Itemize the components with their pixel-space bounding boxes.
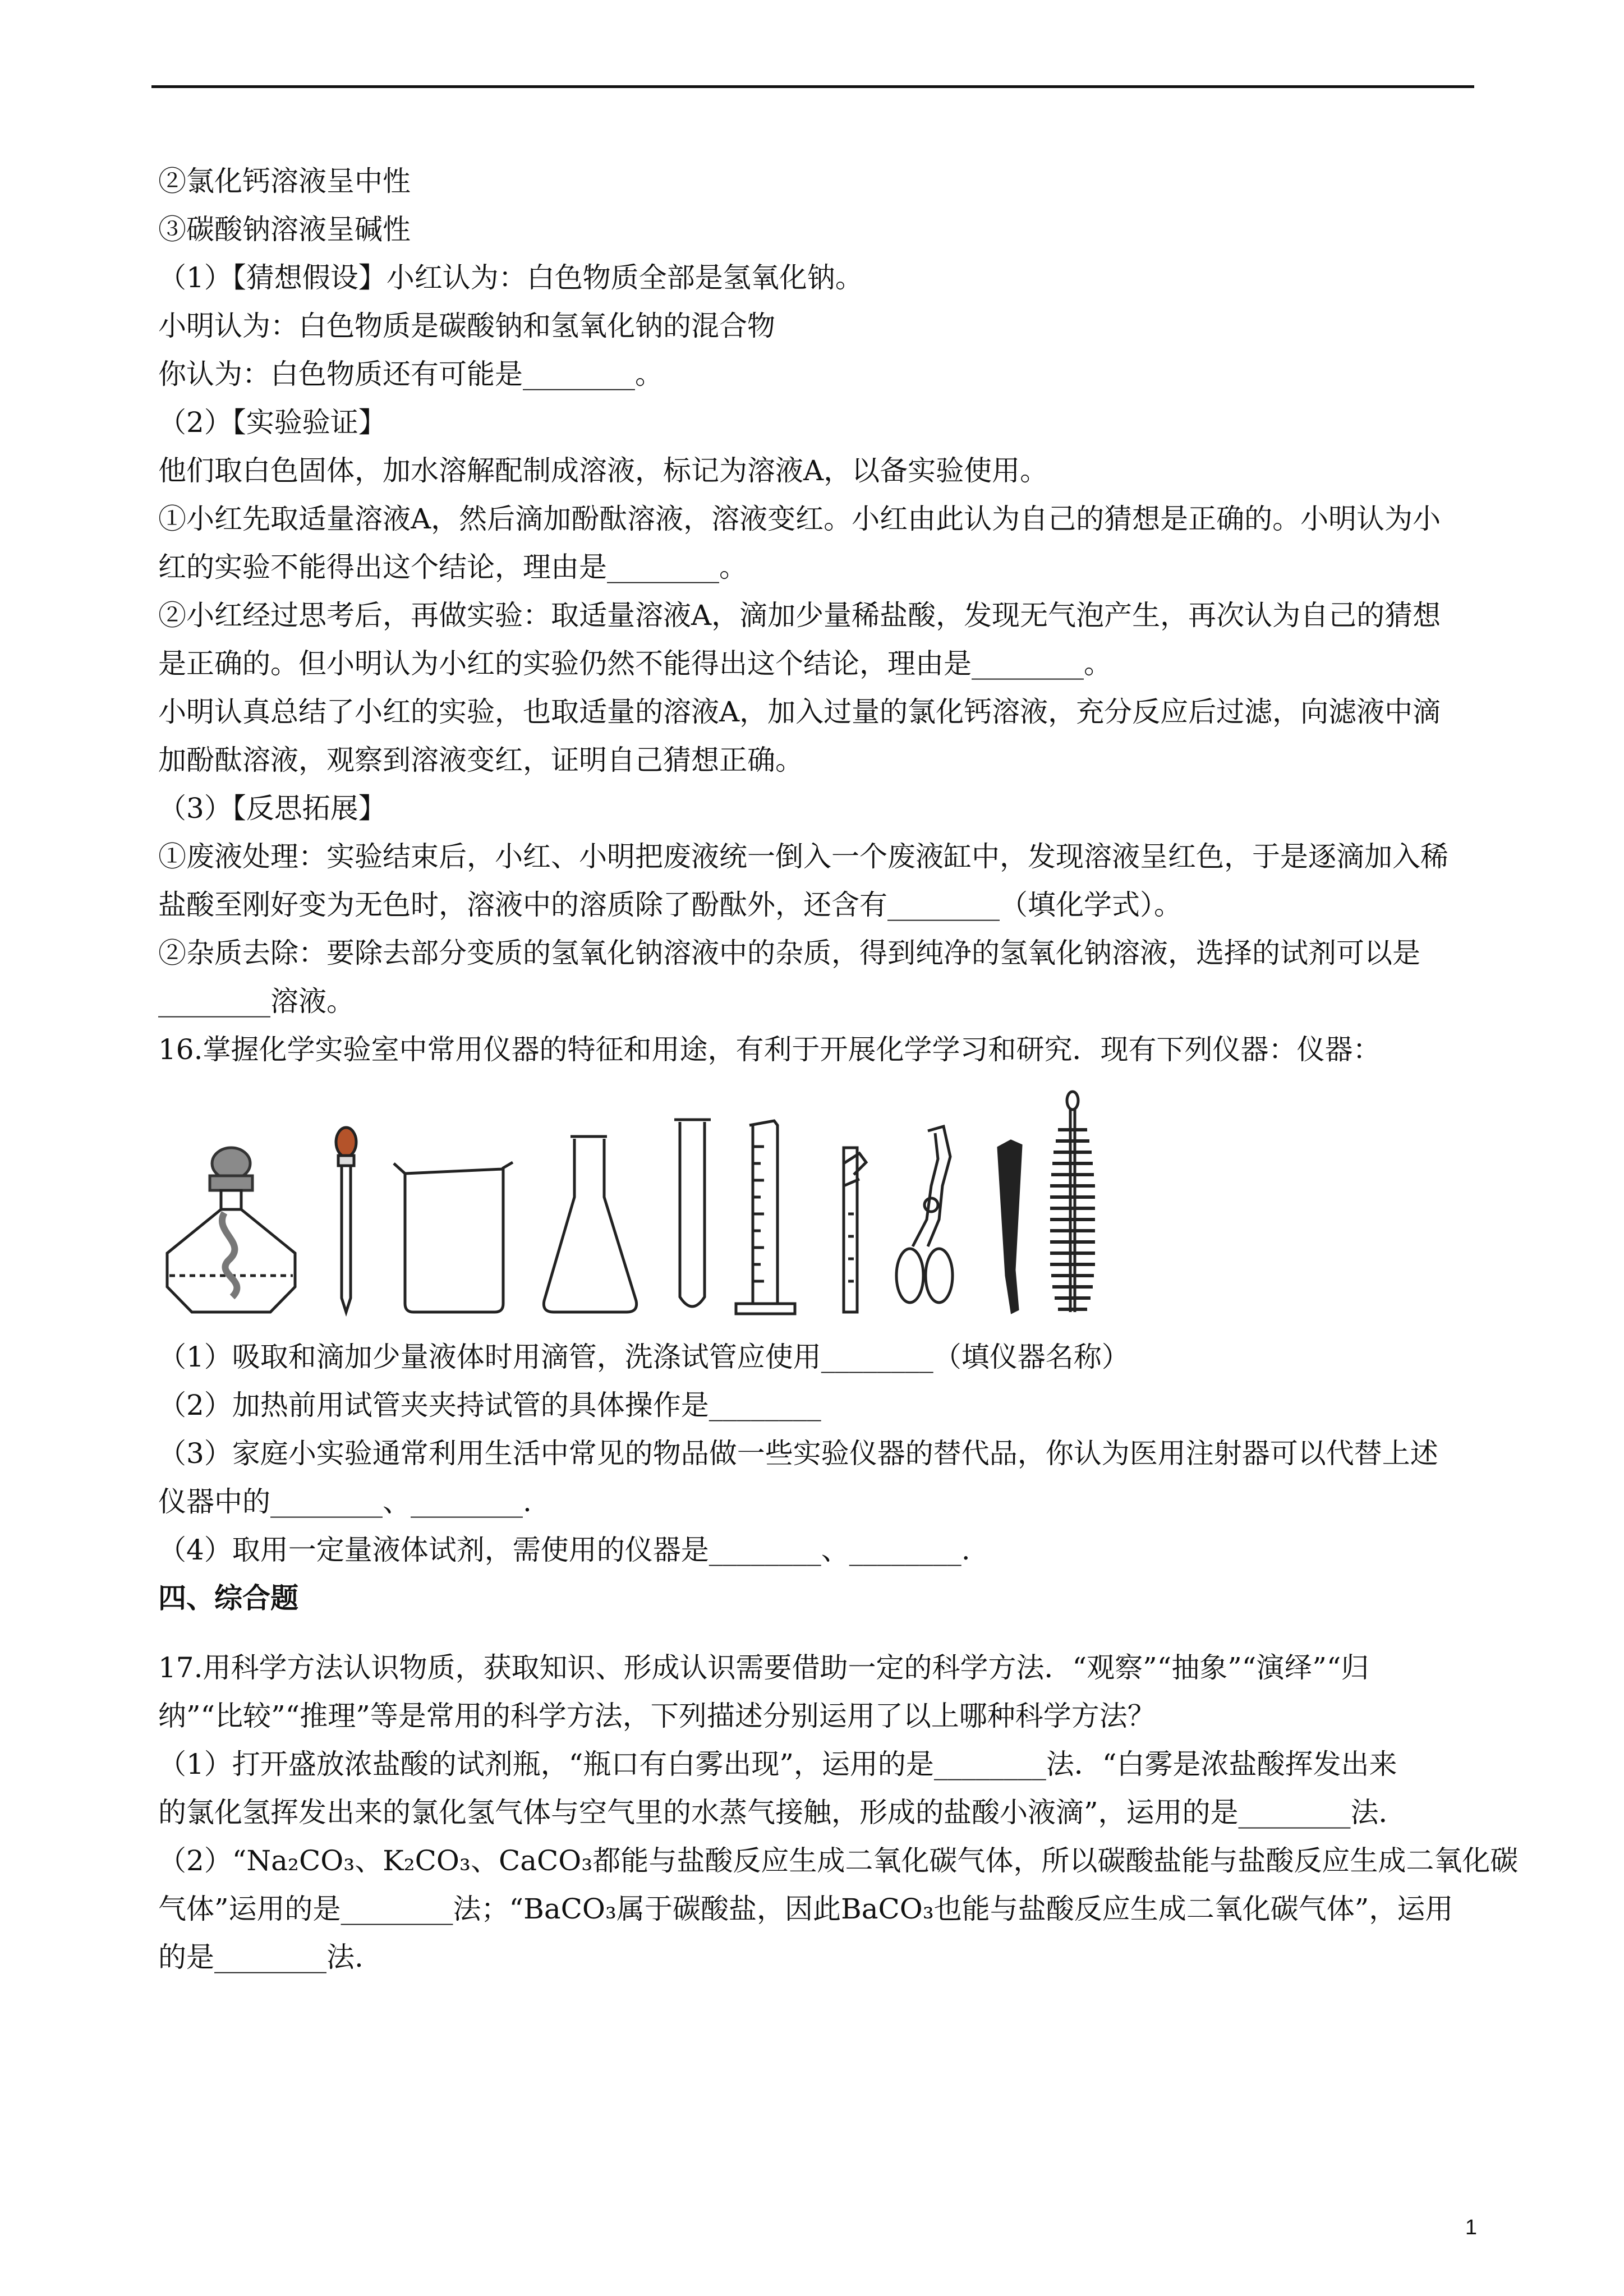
text-line: ②小红经过思考后，再做实验：取适量溶液A，滴加少量稀盐酸，发现无气泡产生，再次认为自己的猜想	[158, 599, 1441, 632]
text-line: （1）吸取和滴加少量液体时用滴管，洗涤试管应使用________（填仪器名称）	[158, 1341, 1130, 1373]
text-line: （1）【猜想假设】小红认为：白色物质全部是氢氧化钠。	[158, 261, 863, 294]
header-rule	[151, 85, 1474, 88]
text-line: （2）“Na₂CO₃、K₂CO₃、CaCO₃都能与盐酸反应生成二氧化碳气体，所以碳酸盐能与盐酸反应生成二氧化碳	[158, 1844, 1519, 1877]
graduated-cylinder-icon	[736, 1121, 795, 1314]
page-number: 1	[1465, 2216, 1477, 2239]
text-line: 红的实验不能得出这个结论，理由是________。	[158, 551, 747, 583]
text-line: 的是________法.	[158, 1941, 364, 1973]
text-line: （3）家庭小实验通常利用生活中常见的物品做一些实验仪器的替代品，你认为医用注射器可以代替上述	[158, 1437, 1438, 1470]
text-line: 是正确的。但小明认为小红的实验仍然不能得出这个结论，理由是________。	[158, 647, 1112, 680]
text-line: ①小红先取适量溶液A，然后滴加酚酞溶液，溶液变红。小红由此认为自己的猜想是正确的。小明认为小	[158, 503, 1441, 535]
text-line: 加酚酞溶液，观察到溶液变红，证明自己猜想正确。	[158, 744, 803, 776]
text-line: ③碳酸钠溶液呈碱性	[158, 213, 411, 246]
text-line: ②杂质去除：要除去部分变质的氢氧化钠溶液中的杂质，得到纯净的氢氧化钠溶液，选择的试剂可以是	[158, 937, 1420, 969]
text-line: （1）打开盛放浓盐酸的试剂瓶，“瓶口有白雾出现”，运用的是________法．“白雾是浓盐酸挥发出来	[158, 1748, 1397, 1780]
text-line: 16.掌握化学实验室中常用仪器的特征和用途，有利于开展化学学习和研究．现有下列仪器：仪器：	[158, 1033, 1381, 1066]
conical-flask-icon	[544, 1137, 636, 1312]
text-line: ②氯化钙溶液呈中性	[158, 165, 411, 197]
alcohol-lamp-icon	[167, 1148, 295, 1312]
section-heading: 四、综合题	[158, 1582, 298, 1614]
beaker-icon	[394, 1162, 513, 1312]
lab-instruments-figure	[158, 1085, 1476, 1327]
text-line: 气体”运用的是________法；“BaCO₃属于碳酸盐，因此BaCO₃也能与盐酸反应生成二氧化碳气体”，运用	[158, 1893, 1453, 1925]
text-line: 你认为：白色物质还有可能是________。	[158, 358, 663, 390]
crucible-tongs-icon	[896, 1126, 953, 1303]
text-line: 小明认真总结了小红的实验，也取适量的溶液A，加入过量的氯化钙溶液，充分反应后过滤，向滤液中滴	[158, 696, 1441, 728]
text-line: ________溶液。	[158, 985, 355, 1018]
text-line: 17.用科学方法认识物质，获取知识、形成认识需要借助一定的科学方法．“观察”“抽象”“演绎”“归	[158, 1651, 1369, 1684]
text-line: （2）【实验验证】	[158, 406, 387, 439]
tweezers-icon	[999, 1141, 1021, 1312]
dropper-icon	[336, 1128, 356, 1312]
text-line: 仪器中的________、________.	[158, 1485, 532, 1518]
test-tube-icon	[674, 1120, 711, 1306]
text-line: 小明认为：白色物质是碳酸钠和氢氧化钠的混合物	[158, 310, 775, 342]
text-line: ①废液处理：实验结束后，小红、小明把废液统一倒入一个废液缸中，发现溶液呈红色，于是逐滴加入稀	[158, 840, 1448, 873]
spacer	[158, 1622, 1476, 1644]
text-line: （3）【反思拓展】	[158, 792, 387, 825]
text-line: 他们取白色固体，加水溶解配制成溶液，标记为溶液A，以备实验使用。	[158, 454, 1048, 487]
test-tube-brush-icon	[1050, 1092, 1095, 1312]
page-content	[158, 157, 1519, 1981]
text-line: （2）加热前用试管夹夹持试管的具体操作是________	[158, 1389, 821, 1421]
text-line: （4）取用一定量液体试剂，需使用的仪器是________、________.	[158, 1534, 970, 1566]
text-line: 盐酸至刚好变为无色时，溶液中的溶质除了酚酞外，还含有________（填化学式）。	[158, 889, 1182, 921]
text-line: 的氯化氢挥发出来的氯化氢气体与空气里的水蒸气接触，形成的盐酸小液滴”，运用的是________法．	[158, 1796, 1407, 1829]
text-line: 纳”“比较”“推理”等是常用的科学方法，下列描述分别运用了以上哪种科学方法？	[158, 1700, 1156, 1732]
test-tube-holder-icon	[844, 1148, 866, 1312]
